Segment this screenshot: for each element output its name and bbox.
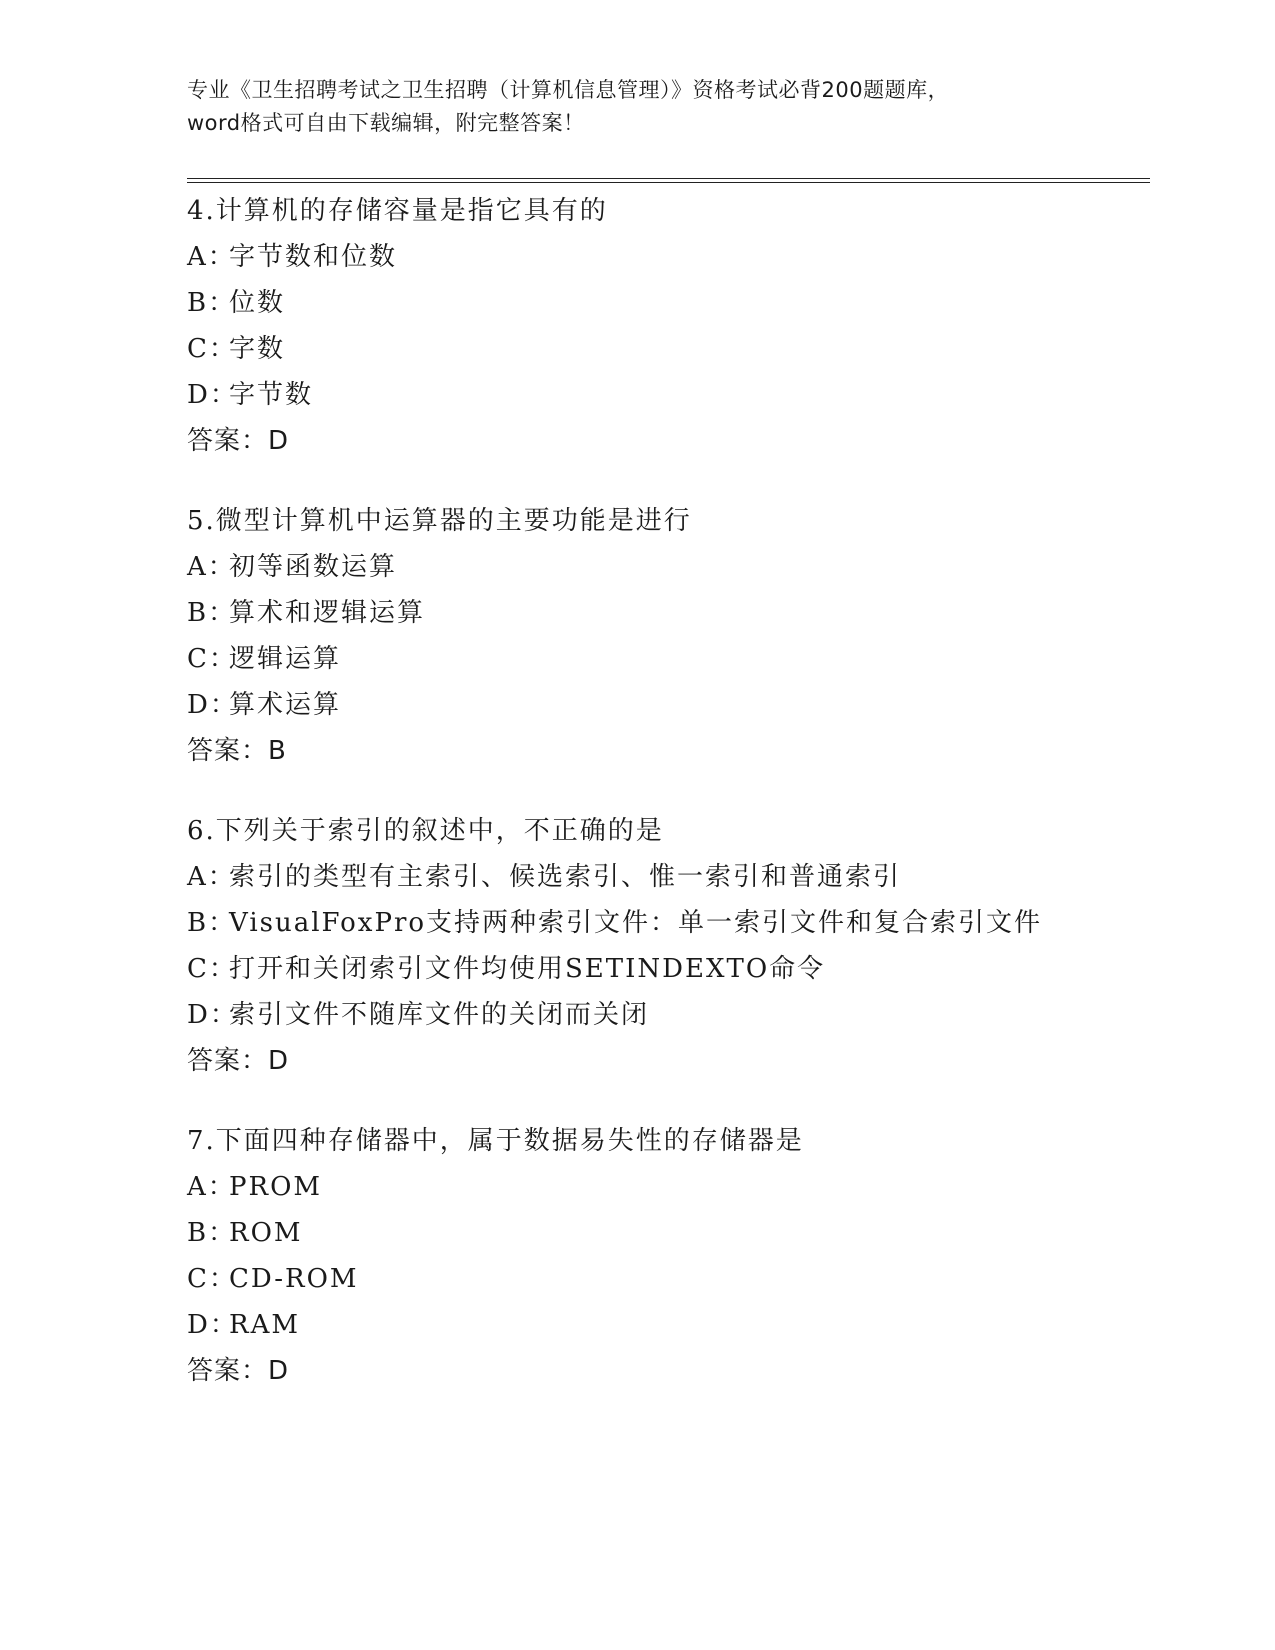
header-line-2: word格式可自由下载编辑，附完整答案！ bbox=[187, 111, 585, 135]
option-label: A： bbox=[187, 242, 236, 272]
header-divider bbox=[187, 178, 1150, 183]
question-block bbox=[187, 808, 1187, 1084]
option-a bbox=[187, 854, 1187, 900]
option-text: 字数 bbox=[229, 334, 286, 364]
option-text: 位数 bbox=[229, 288, 286, 318]
question-stem: 7.下面四种存储器中，属于数据易失性的存储器是 bbox=[187, 1126, 804, 1156]
option-label: C： bbox=[187, 1264, 237, 1294]
header-line-1: 专业《卫生招聘考试之卫生招聘（计算机信息管理）》资格考试必背200题题库， bbox=[187, 78, 950, 102]
option-b bbox=[187, 590, 1187, 636]
option-text: PROM bbox=[229, 1172, 323, 1202]
document-header bbox=[187, 74, 1087, 140]
option-text: 算术运算 bbox=[229, 690, 342, 720]
question-stem: 5.微型计算机中运算器的主要功能是进行 bbox=[187, 506, 692, 536]
option-b bbox=[187, 280, 1187, 326]
option-label: A： bbox=[187, 862, 236, 892]
option-text: VisualFoxPro支持两种索引文件：单一索引文件和复合索引文件 bbox=[229, 908, 1043, 938]
option-label: B： bbox=[187, 288, 237, 318]
option-text: 字节数 bbox=[229, 380, 314, 410]
option-text: 算术和逻辑运算 bbox=[229, 598, 426, 628]
option-a bbox=[187, 544, 1187, 590]
question-block bbox=[187, 188, 1187, 464]
option-text: 索引文件不随库文件的关闭而关闭 bbox=[229, 1000, 650, 1030]
option-label: A： bbox=[187, 552, 236, 582]
option-text: 索引的类型有主索引、候选索引、惟一索引和普通索引 bbox=[229, 862, 902, 892]
option-d bbox=[187, 1302, 1187, 1348]
option-b bbox=[187, 1210, 1187, 1256]
answer-line: 答案：D bbox=[187, 1356, 290, 1386]
option-label: B： bbox=[187, 1218, 237, 1248]
option-d bbox=[187, 992, 1187, 1038]
option-c bbox=[187, 326, 1187, 372]
option-d bbox=[187, 372, 1187, 418]
answer-line: 答案：D bbox=[187, 426, 290, 456]
option-a bbox=[187, 234, 1187, 280]
option-b bbox=[187, 900, 1187, 946]
option-c bbox=[187, 1256, 1187, 1302]
answer-line: 答案：B bbox=[187, 736, 287, 766]
option-label: C： bbox=[187, 954, 237, 984]
option-d bbox=[187, 682, 1187, 728]
option-text: 打开和关闭索引文件均使用SETINDEXTO命令 bbox=[229, 954, 826, 984]
option-text: CD-ROM bbox=[229, 1264, 359, 1294]
option-label: A： bbox=[187, 1172, 236, 1202]
option-text: RAM bbox=[229, 1310, 300, 1340]
option-c bbox=[187, 946, 1187, 992]
question-stem: 6.下列关于索引的叙述中，不正确的是 bbox=[187, 816, 664, 846]
option-label: D： bbox=[187, 1310, 238, 1340]
answer-line: 答案：D bbox=[187, 1046, 290, 1076]
question-stem: 4.计算机的存储容量是指它具有的 bbox=[187, 196, 608, 226]
option-text: 初等函数运算 bbox=[229, 552, 398, 582]
option-label: C： bbox=[187, 334, 237, 364]
question-block bbox=[187, 498, 1187, 774]
option-c bbox=[187, 636, 1187, 682]
option-label: C： bbox=[187, 644, 237, 674]
option-label: B： bbox=[187, 598, 237, 628]
option-label: D： bbox=[187, 690, 238, 720]
question-block bbox=[187, 1118, 1187, 1394]
question-list bbox=[187, 188, 1187, 1428]
option-text: ROM bbox=[229, 1218, 303, 1248]
option-a bbox=[187, 1164, 1187, 1210]
option-label: B： bbox=[187, 908, 237, 938]
option-label: D： bbox=[187, 1000, 238, 1030]
option-text: 逻辑运算 bbox=[229, 644, 342, 674]
option-text: 字节数和位数 bbox=[229, 242, 398, 272]
option-label: D： bbox=[187, 380, 238, 410]
